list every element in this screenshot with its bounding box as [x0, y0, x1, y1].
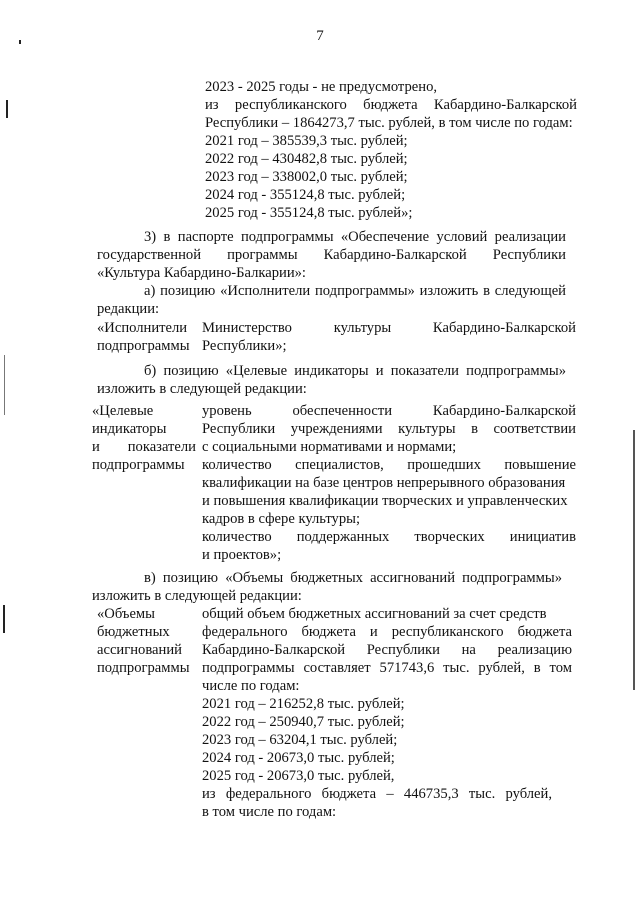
budget-year-line: 2021 год – 385539,3 тыс. рублей;	[205, 133, 408, 149]
paragraph-line: б) позицию «Целевые индикаторы и показатели подпрограммы»	[144, 363, 566, 379]
budget-year-line: 2023 год – 338002,0 тыс. рублей;	[205, 169, 408, 185]
paragraph-line: изложить в следующей редакции:	[92, 588, 302, 604]
budget-value-line: из федерального бюджета – 446735,3 тыс. рублей,	[202, 786, 552, 802]
indicator-text-line: и повышения квалификации творческих и управленческих	[202, 493, 568, 509]
budget-year-line: 2025 год - 355124,8 тыс. рублей»;	[205, 205, 413, 221]
indicator-text-line: Республики учреждениями культуры в соответствии	[202, 421, 576, 437]
budget-year-line: 2021 год – 216252,8 тыс. рублей;	[202, 696, 405, 712]
budget-value-line: Кабардино-Балкарской Республики на реализацию	[202, 642, 572, 658]
scan-artifact-left-top	[19, 40, 21, 44]
budget-text-line: 2023 - 2025 годы - не предусмотрено,	[205, 79, 438, 95]
executors-label: подпрограммы	[97, 338, 190, 354]
paragraph-line: а) позицию «Исполнители подпрограммы» изложить в следующей	[144, 283, 566, 299]
budget-label: ассигнований	[97, 642, 182, 658]
budget-label: подпрограммы	[97, 660, 190, 676]
budget-value-line: федерального бюджета и республиканского бюджета	[202, 624, 572, 640]
budget-value-line: подпрограммы составляет 571743,6 тыс. рублей, в том	[202, 660, 572, 676]
indicators-label: индикаторы	[92, 421, 167, 437]
executors-label: «Исполнители	[97, 320, 188, 336]
paragraph-line: изложить в следующей редакции:	[97, 381, 307, 397]
budget-year-line: 2022 год – 250940,7 тыс. рублей;	[202, 714, 405, 730]
budget-text-line: Республики – 1864273,7 тыс. рублей, в том числе по годам:	[205, 115, 573, 131]
budget-value-line: в том числе по годам:	[202, 804, 337, 820]
scan-artifact-left-bar	[6, 100, 8, 118]
paragraph-line: государственной программы Кабардино-Балкарской Республики	[97, 247, 566, 263]
paragraph-line: в) позицию «Объемы бюджетных ассигнований подпрограммы»	[144, 570, 562, 586]
page-number: 7	[316, 28, 324, 44]
executors-value: Министерство культуры Кабардино-Балкарской	[202, 320, 576, 336]
indicators-label: подпрограммы	[92, 457, 185, 473]
budget-label: «Объемы	[97, 606, 155, 622]
indicator-text-line: количество поддержанных творческих инициатив	[202, 529, 576, 545]
executors-value: Республики»;	[202, 338, 287, 354]
indicator-text-line: квалификации на базе центров непрерывного образования	[202, 475, 566, 491]
budget-year-line: 2025 год - 20673,0 тыс. рублей,	[202, 768, 395, 784]
indicators-label: и показатели	[92, 439, 196, 455]
scan-artifact-right-edge	[633, 430, 635, 690]
budget-year-line: 2024 год - 355124,8 тыс. рублей;	[205, 187, 406, 203]
paragraph-line: редакции:	[97, 301, 160, 317]
indicator-text-line: с социальными нормативами и нормами;	[202, 439, 457, 455]
budget-year-line: 2022 год – 430482,8 тыс. рублей;	[205, 151, 408, 167]
indicator-text-line: количество специалистов, прошедших повышение	[202, 457, 576, 473]
budget-year-line: 2023 год – 63204,1 тыс. рублей;	[202, 732, 398, 748]
indicators-label: «Целевые	[92, 403, 154, 419]
budget-value-line: общий объем бюджетных ассигнований за счет средств	[202, 606, 547, 622]
budget-label: бюджетных	[97, 624, 170, 640]
scan-artifact-left-mid	[4, 355, 5, 415]
indicator-text-line: кадров в сфере культуры;	[202, 511, 361, 527]
budget-year-line: 2024 год - 20673,0 тыс. рублей;	[202, 750, 395, 766]
budget-value-line: числе по годам:	[202, 678, 300, 694]
paragraph-line: «Культура Кабардино-Балкарии»:	[97, 265, 306, 281]
indicator-text-line: и проектов»;	[202, 547, 282, 563]
scan-artifact-left-bottom	[3, 605, 5, 633]
indicator-text-line: уровень обеспеченности Кабардино-Балкарской	[202, 403, 576, 419]
paragraph-line: 3) в паспорте подпрограммы «Обеспечение условий реализации	[144, 229, 566, 245]
budget-text-line: из республиканского бюджета Кабардино-Балкарской	[205, 97, 577, 113]
